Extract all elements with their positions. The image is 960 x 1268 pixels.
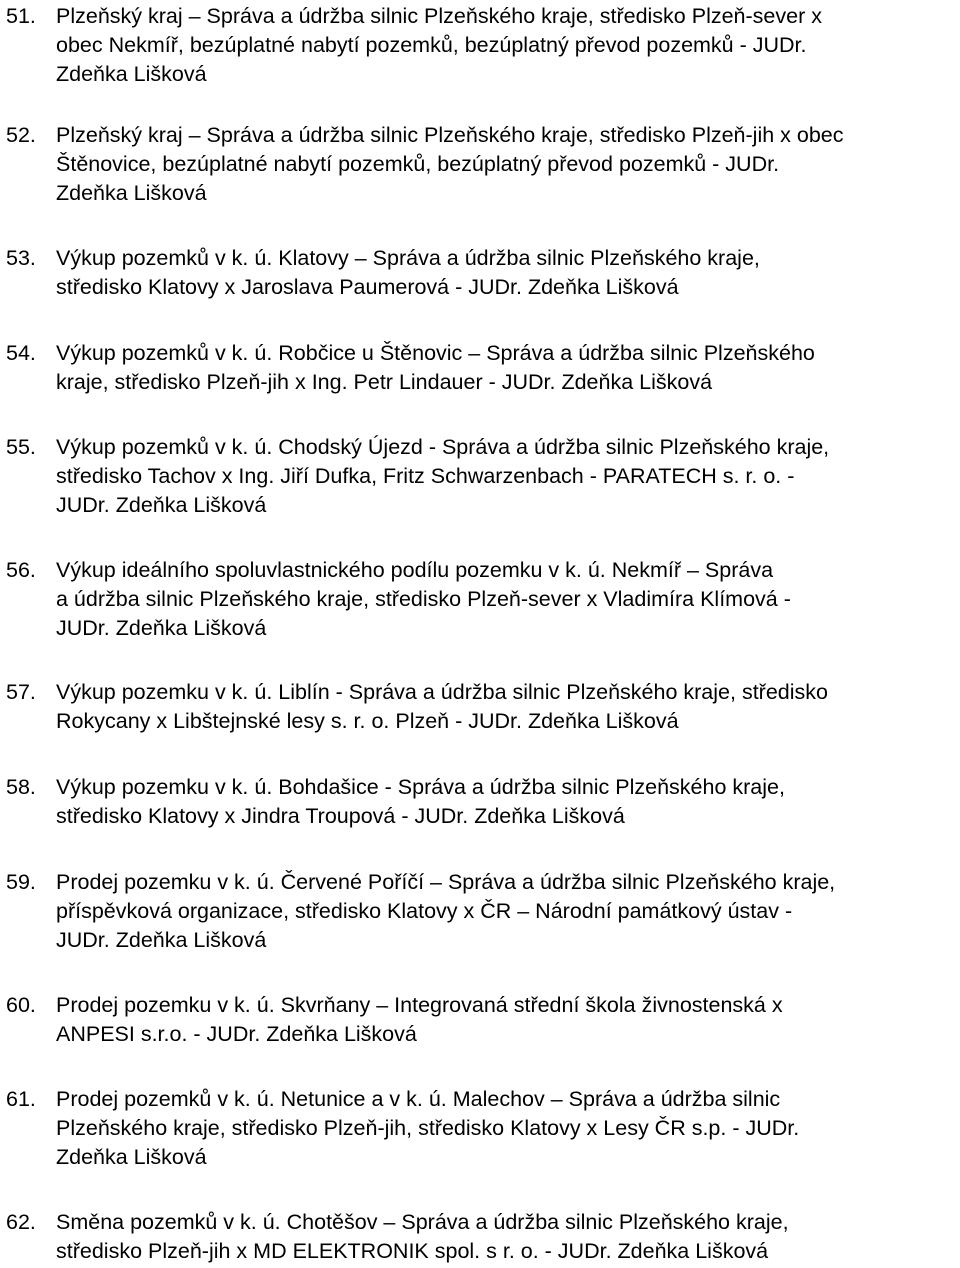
item-line: JUDr. Zdeňka Lišková <box>56 616 267 640</box>
item-line: Výkup pozemků v k. ú. Klatovy – Správa a údržba silnic Plzeňského kraje, <box>56 246 760 270</box>
item-text <box>56 339 956 397</box>
item-text <box>56 1085 956 1172</box>
item-text <box>56 678 956 736</box>
item-line: Výkup ideálního spoluvlastnického podílu pozemku v k. ú. Nekmíř – Správa <box>56 558 774 582</box>
item-text <box>56 868 956 955</box>
item-line: Prodej pozemku v k. ú. Skvrňany – Integrovaná střední škola živnostenská x <box>56 993 783 1017</box>
item-line: Směna pozemků v k. ú. Chotěšov – Správa a údržba silnic Plzeňského kraje, <box>56 1210 789 1234</box>
item-number: 56. <box>6 558 36 582</box>
item-line: ANPESI s.r.o. - JUDr. Zdeňka Lišková <box>56 1022 417 1046</box>
item-line: středisko Klatovy x Jindra Troupová - JUDr. Zdeňka Lišková <box>56 804 625 828</box>
item-number: 57. <box>6 680 36 704</box>
item-text <box>56 773 956 831</box>
item-text <box>56 433 956 520</box>
item-line: JUDr. Zdeňka Lišková <box>56 493 267 517</box>
item-number: 51. <box>6 4 36 28</box>
item-line: středisko Tachov x Ing. Jiří Dufka, Fritz Schwarzenbach - PARATECH s. r. o. - <box>56 464 795 488</box>
item-number: 59. <box>6 870 36 894</box>
item-number: 58. <box>6 775 36 799</box>
item-number: 60. <box>6 993 36 1017</box>
item-line: JUDr. Zdeňka Lišková <box>56 928 267 952</box>
item-line: obec Nekmíř, bezúplatné nabytí pozemků, bezúplatný převod pozemků - JUDr. <box>56 33 807 57</box>
item-number: 54. <box>6 341 36 365</box>
item-line: Plzeňského kraje, středisko Plzeň-jih, středisko Klatovy x Lesy ČR s.p. - JUDr. <box>56 1116 800 1140</box>
item-line: příspěvková organizace, středisko Klatovy x ČR – Národní památkový ústav - <box>56 899 793 923</box>
item-line: Výkup pozemků v k. ú. Chodský Újezd - Správa a údržba silnic Plzeňského kraje, <box>56 435 830 459</box>
item-number: 61. <box>6 1087 36 1111</box>
item-line: kraje, středisko Plzeň-jih x Ing. Petr Lindauer - JUDr. Zdeňka Lišková <box>56 370 713 394</box>
item-text <box>56 2 956 89</box>
item-line: a údržba silnic Plzeňského kraje, středisko Plzeň-sever x Vladimíra Klímová - <box>56 587 791 611</box>
item-number: 53. <box>6 246 36 270</box>
item-number: 52. <box>6 123 36 147</box>
item-line: Prodej pozemku v k. ú. Červené Poříčí – Správa a údržba silnic Plzeňského kraje, <box>56 870 836 894</box>
item-text <box>56 991 956 1049</box>
item-line: Výkup pozemku v k. ú. Liblín - Správa a údržba silnic Plzeňského kraje, středisko <box>56 680 828 704</box>
item-line: Plzeňský kraj – Správa a údržba silnic Plzeňského kraje, středisko Plzeň-sever x <box>56 4 822 28</box>
item-line: Zdeňka Lišková <box>56 62 207 86</box>
item-text <box>56 1208 956 1266</box>
item-number: 55. <box>6 435 36 459</box>
item-line: Výkup pozemků v k. ú. Robčice u Štěnovic – Správa a údržba silnic Plzeňského <box>56 341 815 365</box>
item-line: Výkup pozemku v k. ú. Bohdašice - Správa a údržba silnic Plzeňského kraje, <box>56 775 785 799</box>
item-text <box>56 244 956 302</box>
item-line: Zdeňka Lišková <box>56 1145 207 1169</box>
item-line: středisko Klatovy x Jaroslava Paumerová - JUDr. Zdeňka Lišková <box>56 275 679 299</box>
item-number: 62. <box>6 1210 36 1234</box>
item-line: Štěnovice, bezúplatné nabytí pozemků, bezúplatný převod pozemků - JUDr. <box>56 152 780 176</box>
item-line: Prodej pozemků v k. ú. Netunice a v k. ú. Malechov – Správa a údržba silnic <box>56 1087 781 1111</box>
item-line: Rokycany x Libštejnské lesy s. r. o. Plzeň - JUDr. Zdeňka Lišková <box>56 709 679 733</box>
item-line: Zdeňka Lišková <box>56 181 207 205</box>
item-text <box>56 556 956 643</box>
item-line: Plzeňský kraj – Správa a údržba silnic Plzeňského kraje, středisko Plzeň-jih x obec <box>56 123 844 147</box>
item-text <box>56 121 956 208</box>
item-line: středisko Plzeň-jih x MD ELEKTRONIK spol. s r. o. - JUDr. Zdeňka Lišková <box>56 1239 769 1263</box>
